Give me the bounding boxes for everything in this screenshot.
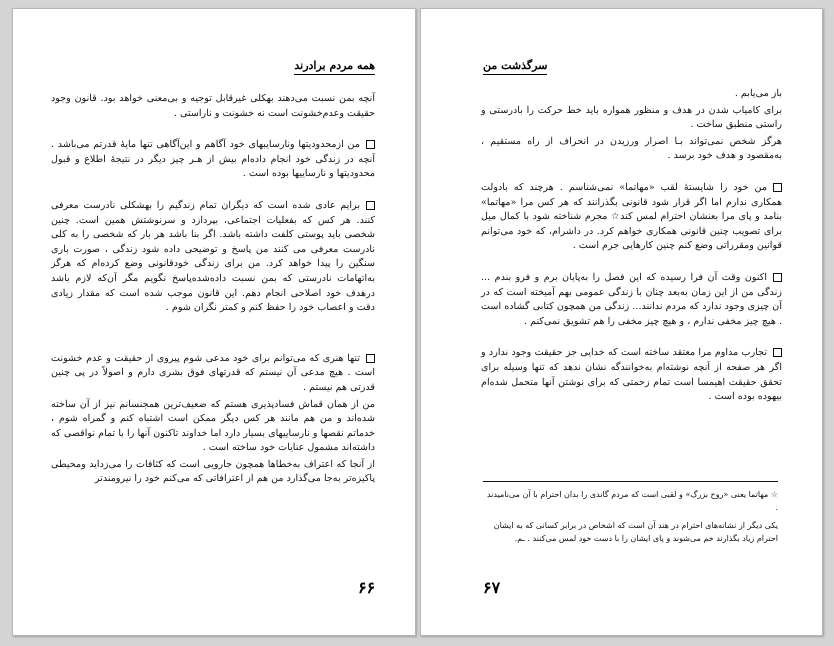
checkbox-bullet-icon — [773, 348, 782, 357]
body-text — [51, 92, 375, 489]
paragraph: تنها هنری که می‌توانم برای خود مدعی شوم پیروی از حقیقت و عدم خشونت است . هیچ مدعی آن نیستم که قدرتهای فوق بشری دارم و اصولاً در پی چنین قدرتی هم نیستم . — [51, 352, 375, 393]
paragraph: اکنون وقت آن فرا رسیده که این فصل را به‌پایان برم و فرو بندم ... زندگی من از این زمان به‌بعد چنان با زندگی عمومی بهم آمیخته است که در آن چیزی وجود ندارد که مردم ندانند... زندگی من همچون کتابی گشاده است . هیچ چیز مخفی ندارم ، و هیچ چیز مخفی را هم تشویق نمی‌کنم . — [481, 271, 782, 327]
checkbox-bullet-icon — [366, 354, 375, 363]
page-number: ۶۶ — [358, 578, 376, 597]
checkbox-bullet-icon — [773, 183, 782, 192]
paragraph: من ازمحدودیتها ونارسایبهای خود آگاهم و این‌آگاهی تنها مایهٔ قدرتم می‌باشد . آنچه در زندگی خود انجام داده‌ام بیش از هـر چیز دیگر در نتیجهٔ اطلاع و قبول محدودیتها و نارساییها بوده است . — [51, 139, 375, 180]
footnote: یکی دیگر از نشانه‌های احترام در هند آن است که اشخاص در برابر کسانی که به ایشان احترام زیاد بگذارند خم می‌شوند و پای ایشان را با دست خود لمس می‌کنند . ـم. — [493, 521, 778, 543]
left-book-page — [12, 8, 416, 636]
running-header: همه مردم برادرند — [294, 59, 375, 75]
running-header: سرگذشت من — [483, 59, 547, 75]
footnote: ☆ مهاتما یعنی «روح بزرگ» و لقبی است که مردم گاندی را بدان احترام با آن می‌نامیدند . — [486, 490, 778, 512]
paragraph: برایم عادی شده است که دیگران تمام زندگیم را بهشکلی نادرست معرفی کنند. هر کس که بفعلیات اجتماعی، بپردازد و سرنوشتش همین است. چنین شخصی باید پوستی کلفت داشته باشد. اگر بنا باشد هر بار که شخصی را به کلی نادرست معرفی می کنند من پاسخ و توضیحی داده شود زندگی ، صورت باری سنگین را پیدا خواهد کرد. من برای زندگی خودقانونی وضع کرده‌ام که هرگز به‌اتهامات نادرستی که بمن نسبت داده‌شده‌پاسخ نگویم مگر آن‌که لازم باشد درهدف خود اصلاحی انجام دهم. این قانون موجب شده است که مقدار زیادی دقت و اعصاب خود را حفظ کنم و کمتر نگران شوم . — [51, 199, 375, 314]
right-book-page — [420, 8, 823, 636]
checkbox-bullet-icon — [773, 273, 782, 282]
footnotes — [483, 481, 778, 550]
paragraph: من از همان قماش فسادپذیری هستم که ضعیف‌ترین همجنسانم نیز از آن ساخته شده‌اند و من هم مانند هر کس دیگر ممکن است اشتباه کنم و گمراه شوم ، خدماتم نقصها و نارساییهای بسیار دارد اما خداوند تاکنون آنها را با تمام نواقصی که داشته‌اند مشمول عنایات خود ساخته است . — [51, 398, 375, 454]
paragraph: از آنجا که اعتراف به‌خطاها همچون جارویی است که کثافات را می‌زداید ومحیطی پاکیزه‌تر به‌جا می‌گذارد من هم از اعترافاتی که می‌کنم خود را نیرومندتر — [51, 458, 375, 485]
paragraph: هرگز شخص نمی‌تواند بـا اصرار ورزیدن در انحراف از راه مستقیم ، به‌مقصود و هدف خود برسد . — [481, 135, 782, 162]
checkbox-bullet-icon — [366, 140, 375, 149]
paragraph: تجارب مداوم مرا معتقد ساخته است که خدایی جز حقیقت وجود ندارد و اگر هر صفحه از آنچه نوشته‌ام به‌خوانندگه نشان ندهد که تنها وسیله برای تحقق حقیقت اهیمسا است تمام زحمتی که برای نوشتن آنها متحمل شده‌ام بیهوده بوده است . — [481, 347, 782, 403]
body-text — [481, 87, 782, 422]
paragraph: آنچه بمن نسبت می‌دهند بهکلی غیرقابل توجیه و بی‌معنی خواهد بود. قانون وجود حقیقت وعدم‌خشونت است نه خشونت و ناراستی . — [51, 93, 375, 119]
checkbox-bullet-icon — [366, 201, 375, 210]
paragraph: برای کامیاب شدن در هدف و منظور همواره باید خط حرکت را بادرستی و راستی منطبق ساخت . — [481, 104, 782, 131]
paragraph: من خود را شایستهٔ لقب «مهاتما» نمی‌شناسم . هرچند که بادولت همکاری ندارم اما اگر قرار شود قانونی بگذرانند که هر کس مرا «مهاتما» بنامد و پای مرا بعنشان احترام لمس کند☆ مجرم شناخته شود با کمال میل برای تصویب چنین قانونی همکاری خواهم کرد. در داشرام، که خود می‌توانم قوانین ومقرراتی وضع کنم چنین کارهایی جرم است . — [481, 181, 782, 252]
page-number: ۶۷ — [483, 578, 501, 597]
paragraph: باز می‌یابم . — [734, 88, 782, 99]
